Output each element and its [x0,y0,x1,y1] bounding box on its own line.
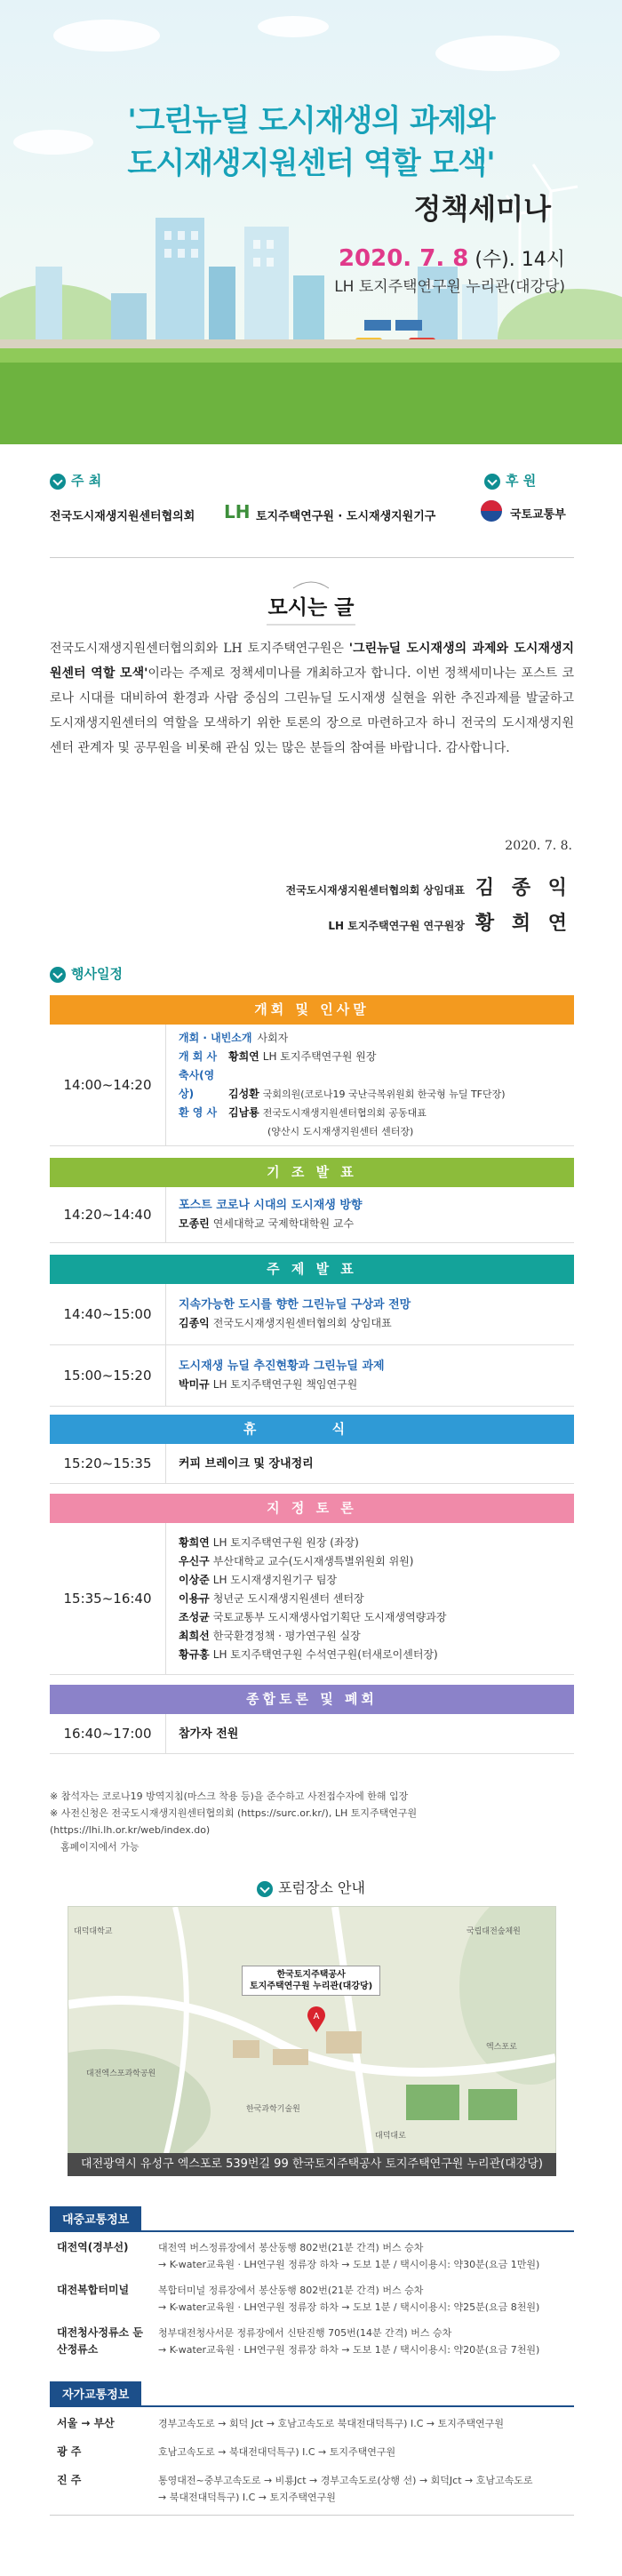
schedule-row-keynote [50,1187,574,1243]
break-content: 커피 브레이크 및 장내정리 [179,1456,314,1471]
transport-row: 대전청사정류소 둔산정류소 청부대전청사서문 정류장에서 신탄진행 705번(14분 간격) 버스 승차 → K-water교육원 · LH연구원 정류장 하차 → 도보 1분 / 택시이용시: 약20분(요금 7천원) [57,2326,540,2356]
schedule-row-topic-2 [50,1345,574,1407]
map-label: 한국과학기술원 [246,2105,300,2114]
divider [50,557,574,558]
time-cell: 15:00~15:20 [50,1345,166,1406]
check-circle-icon [50,474,66,490]
hosts-section [0,471,622,542]
topic-title: 도시재생 뉴딜 추진현황과 그린뉴딜 과제 [179,1360,385,1373]
divider [50,2230,574,2232]
map-label: 대전엑스포과학공원 [86,2070,156,2078]
bar-closing: 종합토론 및 폐회 [50,1685,574,1714]
transport-row: 서울 → 부산 경부고속도로 → 회덕 Jct → 호남고속도로 북대전대덕특구) I.C → 토지주택연구원 [57,2417,504,2429]
sponsor-name: 국토교통부 [510,508,566,522]
invitation-date: 2020. 7. 8. [505,839,572,853]
panel-member: 최희선 한국환경정책 · 평가연구원 실장 [179,1629,361,1642]
schedule-row-topic-1 [50,1284,574,1345]
svg-text:A: A [313,2012,320,2022]
hero-title-line1: '그린뉴딜 도시재생의 과제와 [127,103,495,139]
topic-content [179,1284,574,1344]
topic-speaker: 김종익 전국도시재생지원센터협의회 상임대표 [179,1317,392,1329]
organizer-label: 주 최 [50,471,101,490]
check-circle-icon [257,1881,273,1897]
opening-line: 개 회 사 황희연 LH 토지주택연구원 원장 [179,1050,377,1063]
map-label: 대덕대로 [375,2132,406,2141]
opening-content [179,1025,574,1145]
opening-line: 환 영 사 김남룡 전국도시재생지원센터협의회 공동대표 [179,1106,427,1119]
public-transport-tag: 대중교통정보 [50,2206,141,2230]
note-line: ※ 사전신청은 전국도시재생지원센터협의회 (https://surc.or.kr/), LH 토지주택연구원 (https://lhi.lh.or.kr/web/index.do) [50,1807,418,1836]
transport-row: 대전복합터미널 복합터미널 정류장에서 봉산동행 802번(21분 간격) 버스 승차 → K-water교육원 · LH연구원 정류장 하차 → 도보 1분 / 택시이용시: 약25분(요금 8천원) [57,2284,540,2313]
notes [50,1788,574,1855]
time-cell: 15:35~16:40 [50,1523,166,1674]
signature-2: LH 토지주택연구원 연구원장 황 희 연 [328,912,572,935]
note-line: ※ 참석자는 코로나19 방역지침(마스크 착용 등)을 준수하고 사전접수자에 한해 입장 [50,1790,409,1802]
signature-1: 전국도시재생지원센터협의회 상임대표 김 종 익 [285,876,572,899]
map-pin-icon [307,2006,326,2033]
molit-logo-icon [480,499,503,526]
event-date [339,244,565,272]
panel-content [179,1523,574,1674]
lh-logo: LH [224,501,251,522]
transport-row: 광 주 호남고속도로 → 북대전대덕특구) I.C → 토지주택연구원 [57,2445,396,2458]
opening-line: 개회 · 내빈소개 사회자 [179,1032,289,1044]
hero-banner [0,0,622,444]
hero-title-line3: 정책세미나 [413,192,551,226]
bar-panel: 지 정 토 론 [50,1494,574,1523]
topic-title: 지속가능한 도시를 향한 그린뉴딜 구상과 전망 [179,1298,411,1312]
note-line: 홈페이지에서 가능 [60,1841,140,1853]
map-label: 대덕대학교 [74,1927,113,1936]
map-label: 국립대전숲체원 [466,1927,521,1936]
keynote-content [179,1187,574,1242]
panel-member: 우신구 부산대학교 교수(도시재생특별위원회 위원) [179,1554,414,1567]
divider [50,2515,574,2516]
divider [50,2405,574,2407]
event-venue: LH 토지주택연구원 누리관(대강당) [334,278,565,296]
event-date-rest: (수). 14시 [468,249,565,271]
time-cell: 14:40~15:00 [50,1284,166,1344]
panel-member: 황희연 LH 토지주택연구원 원장 (좌장) [179,1535,359,1549]
invitation-title: 모시는 글 [267,595,355,619]
time-cell: 14:00~14:20 [50,1025,166,1145]
opening-line: (양산시 도시재생지원센터 센터장) [267,1126,414,1137]
check-circle-icon [484,474,500,490]
car-transport-tag: 자가교통정보 [50,2381,141,2405]
transport-row: 대전역(경부선) 대전역 버스정류장에서 봉산동행 802번(21분 간격) 버스 승차 → K-water교육원 · LH연구원 정류장 하차 → 도보 1분 / 택시이용시: 약30분(요금 1만원) [57,2241,540,2270]
organizer-2: 토지주택연구원 · 도시재생지원기구 [256,510,436,523]
map-label: 엑스포로 [486,2043,517,2052]
panel-member: 이상준 LH 도시재생지원기구 팀장 [179,1573,338,1586]
ornament-icon [289,579,333,592]
hero-title-line2: 도시재생지원센터 역할 모색' [127,146,495,181]
map-caption: 대전광역시 유성구 엑스포로 539번길 99 한국토지주택공사 토지주택연구원 누리관(대강당) [68,2153,556,2176]
time-cell: 16:40~17:00 [50,1714,166,1753]
topic-speaker: 박미규 LH 토지주택연구원 책임연구원 [179,1378,358,1391]
event-date-main: 2020. 7. 8 [338,245,469,272]
schedule-row-closing [50,1714,574,1754]
map-marker-label: 한국토지주택공사 토지주택연구원 누리관(대강당) [242,1966,380,1996]
opening-line: 축사(영상) 김성환 국회의원(코로나19 국난극복위원회 한국형 뉴딜 TF단장) [179,1069,506,1100]
sponsor-label: 후 원 [484,471,536,490]
organizer-1: 전국도시재생지원센터협의회 [50,510,195,523]
keynote-speaker: 모종린 연세대학교 국제학대학원 교수 [179,1217,355,1230]
keynote-title: 포스트 코로나 시대의 도시재생 방향 [179,1199,363,1212]
time-cell: 14:20~14:40 [50,1187,166,1242]
bar-keynote: 기 조 발 표 [50,1158,574,1187]
closing-content: 참가자 전원 [179,1727,239,1741]
topic-content [179,1345,574,1406]
panel-member: 이용규 청년군 도시재생지원센터 센터장 [179,1591,364,1605]
panel-member: 황규홍 LH 토지주택연구원 수석연구원(터새로이센터장) [179,1647,438,1661]
bar-break: 휴 식 [50,1415,574,1444]
map-title: 포럼장소 안내 [0,1877,622,1897]
bar-opening: 개회 및 인사말 [50,995,574,1025]
invitation-body: 전국도시재생지원센터협의회와 LH 토지주택연구원은 '그린뉴딜 도시재생의 과제와 도시재생지원센터 역할 모색'이라는 주제로 정책세미나를 개최하고자 합니다. 이번 정책세미나는 포스트 코로나 시대를 대비하여 환경과 사람 중심의 그린뉴딜 도시재생 실현을 위한 추진과제를 발굴하고 도시재생지원센터의 역할을 모색하기 위한 토론의 장으로 마련하고자 하니 전국의 도시재생지원센터 관계자 및 공무원을 비롯해 관심 있는 많은 분들의 참여를 바랍니다. 감사합니다. [50,642,574,755]
transport-row: 진 주 통영대전~중부고속도로 → 비룡Jct → 경부고속도로(상행 선) → 회덕Jct → 호남고속도로 → 북대전대덕특구) I.C → 토지주택연구원 [57,2474,533,2503]
panel-member: 조성균 국토교통부 도시재생사업기획단 도시재생역량과장 [179,1610,447,1623]
schedule-label: 행사일정 [50,964,123,983]
schedule-row-opening [50,1025,574,1146]
time-cell: 15:20~15:35 [50,1444,166,1483]
location-map[interactable] [68,1906,556,2155]
ornament-line-icon [267,620,355,629]
schedule-row-break [50,1444,574,1484]
check-circle-icon [50,967,66,983]
bar-topics: 주 제 발 표 [50,1255,574,1284]
schedule-row-panel [50,1523,574,1675]
